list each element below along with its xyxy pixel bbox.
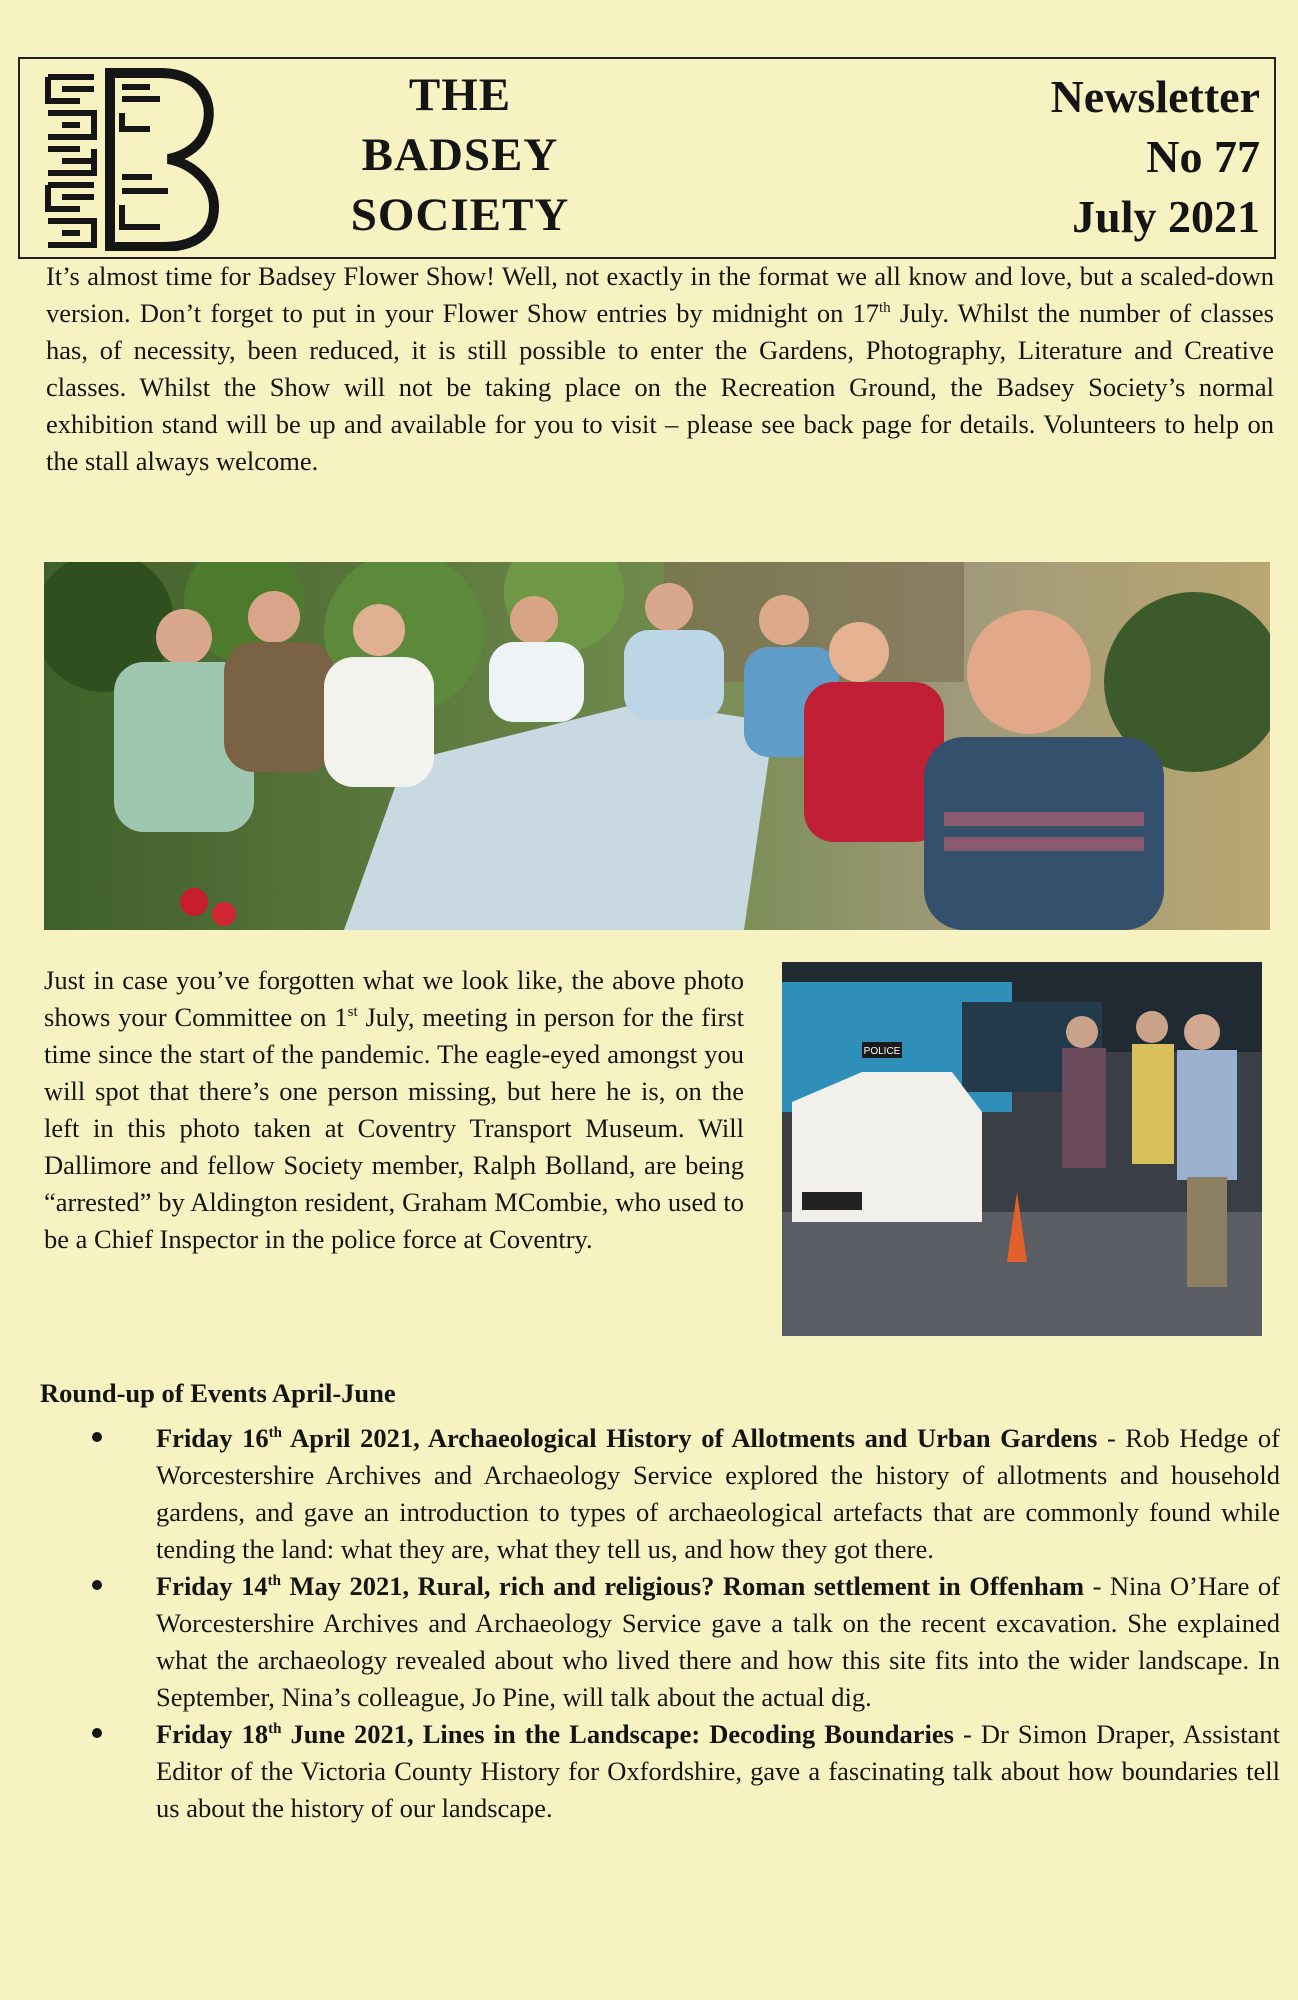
society-name: [310, 65, 610, 245]
caption-text: Just in case you’ve forgotten what we look like, the above photo shows your Committee on 1: [44, 965, 744, 1032]
event-title-text: June 2021, Lines in the Landscape: Decoding Boundaries: [281, 1719, 954, 1749]
event-item: [40, 1568, 1280, 1716]
ordinal-suffix: th: [268, 1721, 282, 1738]
event-title: [156, 1423, 1097, 1453]
events-list: [40, 1420, 1280, 1827]
event-title-text: Friday 18: [156, 1719, 269, 1749]
ordinal-suffix: th: [268, 1425, 282, 1442]
ordinal-suffix: th: [879, 300, 891, 317]
police-sign: POLICE: [863, 1046, 901, 1057]
badsey-logo-icon: [40, 67, 230, 251]
ordinal-suffix: st: [347, 1004, 358, 1021]
society-name-line: SOCIETY: [350, 189, 570, 241]
society-name-line: BADSEY: [361, 129, 559, 181]
caption-paragraph: [44, 962, 744, 1258]
event-title: [156, 1719, 954, 1749]
bullet-icon: [92, 1432, 102, 1442]
masthead: [18, 57, 1276, 259]
committee-photo: [44, 562, 1270, 930]
event-title-text: Friday 16: [156, 1423, 269, 1453]
ordinal-suffix: th: [267, 1573, 281, 1590]
intro-paragraph: [46, 258, 1274, 480]
event-title-text: April 2021, Archaeological History of Allotments and Urban Gardens: [282, 1423, 1098, 1453]
event-title-text: Friday 14: [156, 1571, 268, 1601]
intro-text: July. Whilst the number of classes has, of necessity, been reduced, it is still possible to enter the Gardens, Photography, Literature and Creative classes. Whilst the Show will not be taking place on the Recreation Ground, the Badsey Society’s normal exhibition stand will be up and available for you to visit – please see back page for details. Volunteers to help on the stall always welcome.: [46, 298, 1274, 476]
event-title: [156, 1571, 1084, 1601]
bullet-icon: [92, 1580, 102, 1590]
event-body: - Dr Simon Draper, Assistant Editor of the Victoria County History for Oxfordshire, gave a fascinating talk about how boundaries tell us about the history of our landscape.: [156, 1719, 1281, 1823]
caption-text: July, meeting in person for the first time since the start of the pandemic. The eagle-eyed amongst you will spot that there’s one person missing, but here he is, on the left in this photo taken at Coventry Transport Museum. Will Dallimore and fellow Society member, Ralph Bolland, are being “arrested” by Aldington resident, Graham MCombie, who used to be a Chief Inspector in the police force at Coventry.: [44, 1002, 744, 1254]
society-name-line: THE: [408, 69, 512, 121]
transport-museum-photo: [782, 962, 1262, 1336]
issue-label: Newsletter: [1050, 71, 1260, 122]
issue-info: [960, 67, 1260, 247]
event-title-text: May 2021, Rural, rich and religious? Roman settlement in Offenham: [280, 1571, 1085, 1601]
bullet-icon: [92, 1728, 102, 1738]
event-item: [40, 1420, 1280, 1568]
issue-date: July 2021: [1072, 191, 1260, 242]
roundup-heading: Round-up of Events April-June: [40, 1378, 396, 1408]
event-body: - Rob Hedge of Worcestershire Archives and Archaeology Service explored the history of allotments and household gardens, and gave an introduction to types of archaeological artefacts that are commonly found while tending the land: what they are, what they tell us, and how they got there.: [156, 1423, 1280, 1564]
issue-number: No 77: [1146, 131, 1260, 182]
intro-text: It’s almost time for Badsey Flower Show! Well, not exactly in the format we all know and love, but a scaled-down version. Don’t forget to put in your Flower Show entries by midnight on 17: [46, 261, 1274, 328]
event-body: - Nina O’Hare of Worcestershire Archives and Archaeology Service gave a talk on the recent excavation. She explained what the archaeology revealed about who lived there and how this site fits into the wider landscape. In September, Nina’s colleague, Jo Pine, will talk about the actual dig.: [156, 1571, 1280, 1712]
event-item: [40, 1716, 1280, 1827]
